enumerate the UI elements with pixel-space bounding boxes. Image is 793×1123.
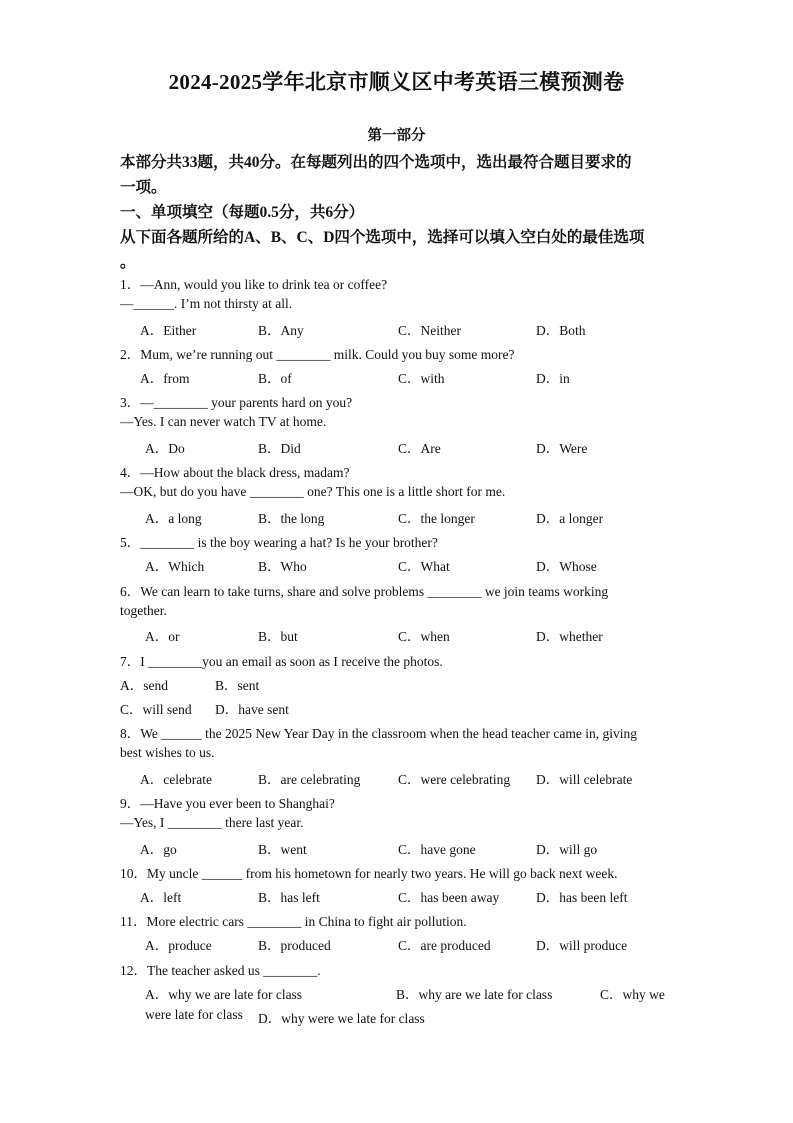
question-1-option-b: B．Any (258, 323, 304, 338)
question-8-line-2: best wishes to us. (120, 745, 215, 760)
question-10-line-1: 10．My uncle ______ from his hometown for nearly two years. He will go back next week. (120, 866, 618, 881)
question-11-option-c: C．are produced (398, 938, 491, 953)
question-8-option-d: D．will celebrate (536, 772, 633, 787)
question-2-option-b: B．of (258, 371, 292, 386)
question-12-option-d: D．why were we late for class (258, 1011, 425, 1026)
question-3-option-c: C．Are (398, 441, 441, 456)
question-1-line-1: 1．—Ann, would you like to drink tea or coffee? (120, 277, 388, 292)
question-5-option-a: A．Which (145, 559, 205, 574)
question-12-line-1: 12．The teacher asked us ________. (120, 963, 321, 978)
question-2-option-a: A．from (140, 371, 190, 386)
question-12-option-c: C．why we (600, 987, 665, 1002)
question-6-line-2: together. (120, 603, 167, 618)
question-11-line-1: 11．More electric cars ________ in China to fight air pollution. (120, 914, 467, 929)
question-4-option-b: B．the long (258, 511, 325, 526)
question-7-option-b: B．sent (215, 678, 260, 693)
question-10-option-d: D．has been left (536, 890, 628, 905)
question-3-option-a: A．Do (145, 441, 185, 456)
instruction-line-1: 从下面各题所给的A、B、C、D四个选项中，选择可以填入空白处的最佳选项 (120, 229, 645, 246)
question-6-option-d: D．whether (536, 629, 603, 644)
question-11-option-b: B．produced (258, 938, 331, 953)
question-4-option-d: D．a longer (536, 511, 604, 526)
question-8-option-b: B．are celebrating (258, 772, 361, 787)
question-11-option-a: A．produce (145, 938, 212, 953)
question-12-option-c-continued: were late for class (145, 1007, 243, 1022)
question-3-option-b: B．Did (258, 441, 301, 456)
question-7-option-d: D．have sent (215, 702, 289, 717)
section-heading: 第一部分 (367, 128, 426, 144)
question-2-option-c: C．with (398, 371, 445, 386)
intro-line-1: 本部分共33题，共40分。在每题列出的四个选项中，选出最符合题目要求的 (120, 154, 632, 171)
question-6-option-b: B．but (258, 629, 298, 644)
question-9-line-2: —Yes, I ________ there last year. (120, 815, 304, 830)
question-1-option-a: A．Either (140, 323, 197, 338)
question-8-option-a: A．celebrate (140, 772, 212, 787)
question-7-option-a: A．send (120, 678, 168, 693)
question-1-option-d: D．Both (536, 323, 586, 338)
question-5-option-d: D．Whose (536, 559, 597, 574)
question-3-line-1: 3．—________ your parents hard on you? (120, 395, 353, 410)
question-5-option-b: B．Who (258, 559, 307, 574)
question-1-option-c: C．Neither (398, 323, 461, 338)
question-9-option-b: B．went (258, 842, 307, 857)
question-3-option-d: D．Were (536, 441, 588, 456)
instruction-line-2: 。 (120, 254, 136, 271)
question-8-option-c: C．were celebrating (398, 772, 511, 787)
question-9-option-c: C．have gone (398, 842, 476, 857)
question-3-line-2: —Yes. I can never watch TV at home. (120, 414, 327, 429)
question-8-line-1: 8．We ______ the 2025 New Year Day in the classroom when the head teacher came in, giving (120, 726, 638, 741)
question-6-line-1: 6．We can learn to take turns, share and solve problems ________ we join teams working (120, 584, 609, 599)
question-11-option-d: D．will produce (536, 938, 628, 953)
part-heading: 一、单项填空（每题0.5分，共6分） (120, 204, 365, 221)
question-5-option-c: C．What (398, 559, 450, 574)
page-title: 2024-2025学年北京市顺义区中考英语三模预测卷 (168, 70, 625, 94)
question-2-line-1: 2．Mum, we’re running out ________ milk. Could you buy some more? (120, 347, 515, 362)
question-5-line-1: 5．________ is the boy wearing a hat? Is he your brother? (120, 535, 438, 550)
question-10-option-c: C．has been away (398, 890, 500, 905)
question-9-option-a: A．go (140, 842, 177, 857)
question-4-option-a: A．a long (145, 511, 202, 526)
question-2-option-d: D．in (536, 371, 570, 386)
question-4-line-1: 4．—How about the black dress, madam? (120, 465, 350, 480)
question-1-line-2: —______. I’m not thirsty at all. (120, 296, 293, 311)
question-4-line-2: —OK, but do you have ________ one? This one is a little short for me. (120, 484, 506, 499)
question-12-option-a: A．why we are late for class (145, 987, 303, 1002)
question-7-line-1: 7．I ________you an email as soon as I receive the photos. (120, 654, 443, 669)
question-10-option-b: B．has left (258, 890, 320, 905)
question-6-option-a: A．or (145, 629, 180, 644)
question-6-option-c: C．when (398, 629, 450, 644)
question-12-option-b: B．why are we late for class (396, 987, 553, 1002)
question-4-option-c: C．the longer (398, 511, 475, 526)
question-7-option-c: C．will send (120, 702, 192, 717)
question-10-option-a: A．left (140, 890, 182, 905)
question-9-line-1: 9．—Have you ever been to Shanghai? (120, 796, 335, 811)
question-9-option-d: D．will go (536, 842, 598, 857)
intro-line-2: 一项。 (120, 179, 167, 196)
